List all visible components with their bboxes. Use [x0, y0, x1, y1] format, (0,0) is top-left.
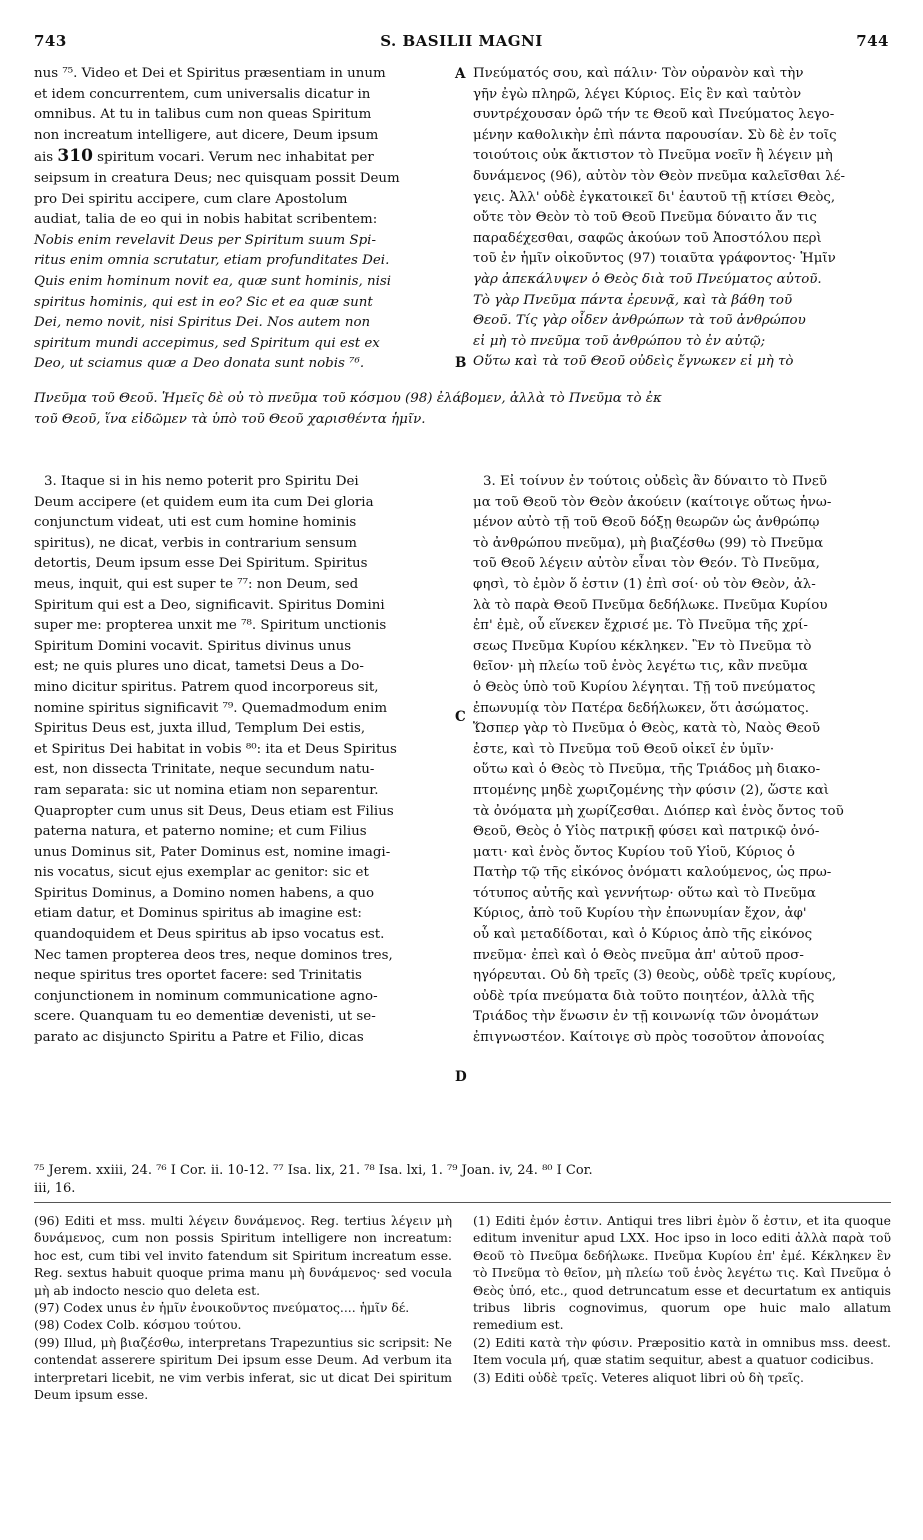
text-line: ram separata: sic ut nomina etiam non separentur.: [34, 782, 379, 798]
text-line: πτομένης μηδὲ χωριζομένης τὴν φύσιν (2), ὥστε καὶ: [473, 782, 830, 798]
text-line: super me: propterea unxit me ⁷⁸. Spiritum unctionis: [34, 618, 387, 634]
text-line: nomine spiritus significavit ⁷⁹. Quemadmodum enim: [34, 700, 388, 716]
text-line: Quapropter cum unus sit Deus, Deus etiam est Filius: [34, 803, 394, 819]
text-line: scere. Quanquam tu eo dementiæ devenisti, ut se-: [34, 1009, 376, 1025]
text-line: μένον αὐτὸ τῇ τοῦ Θεοῦ δόξῃ θεωρῶν ὡς ἀνθρώπῳ: [473, 515, 820, 531]
footnote: (98) Codex Colb. κόσμου τούτου.: [34, 1317, 242, 1333]
text-line: τοῦ Θεοῦ λέγειν αὐτὸν εἶναι τὸν Θεόν. Τὸ Πνεῦμα,: [473, 556, 820, 572]
text-line: οὔτε τὸν Θεὸν τὸ τοῦ Θεοῦ Πνεῦμα δύναιτο ἄν τις: [473, 210, 817, 226]
margin-marker-a: A: [455, 66, 466, 82]
text-line: μα τοῦ Θεοῦ τὸν Θεὸν ἀκούειν (καίτοιγε οὕτως ἡνω-: [473, 494, 832, 510]
text-line: etiam datur, et Dominus spiritus ab imagine est:: [34, 906, 362, 922]
footnote: (99) Illud, μὴ βιαζέσθω, interpretans Trapezuntius sic scripsit: Ne contendat asserere spiritum Dei ipsum esse Deum. Ad verbum ita interpretari licebit, ne vim verbis inferat, sic ut dicat Dei spiritum Deum ipsum esse.: [34, 1334, 452, 1403]
text-line: ἐπωνυμίᾳ τὸν Πατέρα δεδήλωκεν, ὅτι ἀσώματος.: [473, 700, 810, 716]
text-line: seipsum in creatura Deus; nec quisquam possit Deum: [34, 170, 400, 186]
text-line: τοῦ ἐν ἡμῖν οἰκοῦντος (97) τοιαῦτα γράφοντος· Ἡμῖν: [473, 251, 836, 267]
text-line: spiritus), ne dicat, verbis in contrarium sensum: [34, 535, 357, 551]
text-line: μένην καθολικὴν ἐπὶ πάντα παρουσίαν. Σὺ δὲ ἐν τοῖς: [473, 127, 837, 143]
text-line: Nec tamen propterea deos tres, neque dominos tres,: [34, 947, 393, 963]
text-line: Nobis enim revelavit Deus per Spiritum suum Spi-: [34, 232, 376, 248]
text-line: unus Dominus sit, Pater Dominus est, nomine imagi-: [34, 844, 391, 860]
text-line: ματι· καὶ ἑνὸς ὄντος Κυρίου τοῦ Υἱοῦ, Κύριος ὁ: [473, 844, 795, 860]
greek-column-top: [473, 64, 891, 373]
text-line: γὰρ ἀπεκάλυψεν ὁ Θεὸς διὰ τοῦ Πνεύματος αὐτοῦ.: [473, 271, 822, 287]
text-line: spiritus hominis, qui est in eo? Sic et ea quæ sunt: [34, 294, 373, 310]
reference-line: iii, 16.: [34, 1181, 76, 1196]
page-number-left: 743: [34, 32, 67, 50]
text-line: meus, inquit, qui est super te ⁷⁷: non Deum, sed: [34, 576, 359, 592]
text-line: et Spiritus Dei habitat in vobis ⁸⁰: ita et Deus Spiritus: [34, 741, 397, 757]
text-line: Τριάδος τὴν ἕνωσιν ἐν τῇ κοινωνίᾳ τῶν ὀνομάτων: [473, 1009, 819, 1025]
text-line: ἐπιγνωστέον. Καίτοιγε σὺ πρὸς τοσοῦτον ἀπονοίας: [473, 1030, 825, 1046]
footnote: (2) Editi κατὰ τὴν φύσιν. Præpositio κατὰ in omnibus mss. deest. Item vocula μή, quæ statim sequitur, abest a quatuor codicibus.: [473, 1334, 891, 1368]
text-line: ais 310 spiritum vocari. Verum nec inhabitat per: [34, 146, 374, 167]
text-line: γεις. Ἀλλ' οὐδὲ ἐγκατοικεῖ δι' ἑαυτοῦ τῇ κτίσει Θεὸς,: [473, 189, 836, 205]
text-line: συντρέχουσαν ὁρῶ τήν τε Θεοῦ καὶ Πνεύματος λεγο-: [473, 107, 835, 123]
text-line: Spiritus Deus est, juxta illud, Templum Dei estis,: [34, 721, 366, 737]
text-line: Πνεῦμα τοῦ Θεοῦ. Ἡμεῖς δὲ οὐ τὸ πνεῦμα τοῦ κόσμου (98) ἐλάβομεν, ἀλλὰ τὸ Πνεῦμα τὸ ἐκ: [34, 391, 662, 406]
margin-marker-d: D: [455, 1069, 467, 1085]
text-line: Deo, ut sciamus quæ a Deo donata sunt nobis ⁷⁶.: [34, 356, 365, 372]
text-line: φησὶ, τὸ ἐμὸν ὅ ἐστιν (1) ἐπὶ σοί· οὐ τὸν Θεὸν, ἀλ-: [473, 576, 816, 592]
reference-line: ⁷⁵ Jerem. xxiii, 24. ⁷⁶ I Cor. ii. 10-12. ⁷⁷ Isa. lix, 21. ⁷⁸ Isa. lxi, 1. ⁷⁹ Joan. iv, 24. ⁸⁰ I Cor.: [34, 1163, 593, 1178]
text-line: Θεοῦ. Τίς γὰρ οἶδεν ἀνθρώπων τὰ τοῦ ἀνθρώπου: [473, 313, 806, 329]
text-line: τοῦ Θεοῦ, ἵνα εἰδῶμεν τὰ ὑπὸ τοῦ Θεοῦ χαρισθέντα ἡμῖν.: [34, 411, 426, 427]
text-line: omnibus. At tu in talibus cum non queas Spiritum: [34, 107, 372, 123]
text-line: γῆν ἐγὼ πληρῶ, λέγει Κύριος. Εἰς ἓν καὶ ταὐτὸν: [473, 86, 802, 102]
text-line: παραδέχεσθαι, σαφῶς ἀκούων τοῦ Ἀποστόλου περὶ: [473, 230, 822, 246]
text-line: non increatum intelligere, aut dicere, Deum ipsum: [34, 127, 379, 143]
text-line: ἐστε, καὶ τὸ Πνεῦμα τοῦ Θεοῦ οἰκεῖ ἐν ὑμῖν·: [473, 741, 775, 757]
text-line: nis vocatus, sicut ejus exemplar ac genitor: sic et: [34, 865, 369, 881]
text-line: Ὥσπερ γὰρ τὸ Πνεῦμα ὁ Θεὸς, κατὰ τὸ, Ναὸς Θεοῦ: [473, 721, 820, 737]
text-line: Πατὴρ τῷ τῆς εἰκόνος ὀνόματι καλούμενος, ὡς πρω-: [473, 865, 832, 881]
text-line: nus ⁷⁵. Video et Dei et Spiritus præsentiam in unum: [34, 66, 386, 81]
text-line: εἰ μὴ τὸ πνεῦμα τοῦ ἀνθρώπου τὸ ἐν αὐτῷ;: [473, 333, 766, 349]
text-line: Οὕτω καὶ τὰ τοῦ Θεοῦ οὐδεὶς ἔγνωκεν εἰ μὴ τὸ: [473, 354, 794, 370]
text-line: Quis enim hominum novit ea, quæ sunt hominis, nisi: [34, 273, 392, 289]
latin-column-bottom: [34, 472, 454, 1049]
text-line: ὁ Θεὸς ὑπὸ τοῦ Κυρίου λέγηται. Τῇ τοῦ πνεύματος: [473, 679, 816, 695]
text-line: neque spiritus tres oportet facere: sed Trinitatis: [34, 968, 362, 984]
latin-column-top: [34, 64, 454, 375]
text-line: est, non dissecta Trinitate, neque secundum natu-: [34, 762, 375, 778]
text-line: οὗ καὶ μεταδίδοται, καὶ ὁ Κύριος ἀπὸ τῆς εἰκόνος: [473, 927, 813, 943]
text-line: οὕτω καὶ ὁ Θεὸς τὸ Πνεῦμα, τῆς Τριάδος μὴ διακο-: [473, 762, 821, 778]
greek-full-width-lines: [34, 389, 891, 430]
text-line: pro Dei spiritu accipere, cum clare Apostolum: [34, 191, 348, 207]
text-line: conjunctionem in nominum communicatione agno-: [34, 988, 378, 1004]
text-line: Πνεύματός σου, καὶ πάλιν· Τὸν οὐρανὸν καὶ τὴν: [473, 66, 804, 81]
margin-marker-b: B: [455, 355, 467, 371]
text-line: 3. Itaque si in his nemo poterit pro Spiritu Dei: [44, 474, 359, 489]
text-line: 3. Εἰ τοίνυν ἐν τούτοις οὐδεὶς ἂν δύναιτο τὸ Πνεῦ: [483, 474, 828, 489]
margin-marker-c: C: [455, 709, 466, 725]
footnote-divider: [34, 1202, 891, 1203]
footnote: (97) Codex unus ἐν ἡμῖν ἐνοικοῦντος πνεύματος.... ἡμῖν δέ.: [34, 1300, 410, 1316]
text-line: spiritum mundi accepimus, sed Spiritum qui est ex: [34, 335, 380, 351]
running-header: [34, 32, 889, 54]
text-line: est; ne quis plures uno dicat, tametsi Deus a Do-: [34, 659, 364, 675]
text-line: τοιούτοις οὐκ ἄκτιστον τὸ Πνεῦμα νοεῖν ἢ λέγειν μὴ: [473, 148, 833, 164]
text-line: Κύριος, ἀπὸ τοῦ Κυρίου τὴν ἐπωνυμίαν ἔχον, ἀφ': [473, 906, 807, 922]
text-line: Spiritus Dominus, a Domino nomen habens, a quo: [34, 885, 375, 901]
page-number-right: 744: [856, 32, 889, 50]
text-line: Τὸ γὰρ Πνεῦμα πάντα ἐρευνᾷ, καὶ τὰ βάθη τοῦ: [473, 292, 793, 308]
footnote: (96) Editi et mss. multi λέγειν δυνάμενος. Reg. tertius λέγειν μὴ δυνάμενος, cum non possis Spiritum intelligere non increatum: hoc est, cum tibi vel invito fatendum sit Spiritum increatum esse. Reg. sextus habuit quoque prima manu μὴ δυνάμενος· sed vocula μὴ ab indocto nescio quo deleta est.: [34, 1213, 452, 1298]
text-line: ritus enim omnia scrutatur, etiam profunditates Dei.: [34, 253, 390, 269]
text-line: Spiritum qui est a Deo, significavit. Spiritus Domini: [34, 597, 385, 613]
footnotes-left: [34, 1212, 452, 1403]
text-line: Θεοῦ, Θεὸς ὁ Υἱὸς πατρικῇ φύσει καὶ πατρικῷ ὀνό-: [473, 824, 820, 840]
footnote: (1) Editi ἐμόν ἐστιν. Antiqui tres libri ἐμὸν ὅ ἐστιν, et ita quoque editum invenitur apud LXX. Hoc ipso in loco editi ἀλλὰ παρὰ τοῦ Θεοῦ τὸ Πνεῦμα δεδήλωκε. Πνεῦμα Κυρίου ἐπ' ἐμέ. Κέκληκεν ἓν τὸ Πνεῦμα τὸ θεῖον, μὴ πλείω τοῦ ἑνὸς λεγέτω τις. Καὶ Πνεῦμα ὁ Θεὸς ὑπό, etc., quod detruncatum esse et decurtatum ex antiquis tribus libris cognovimus, quorum ope huic malo allatum remedium est.: [473, 1213, 891, 1333]
scripture-references: [34, 1162, 891, 1198]
text-line: τότυπος αὐτῆς καὶ γεννήτωρ· οὕτω καὶ τὸ Πνεῦμα: [473, 885, 816, 901]
running-title: S. BASILII MAGNI: [380, 32, 543, 50]
text-line: τὸ ἀνθρώπου πνεῦμα), μὴ βιαζέσθω (99) τὸ Πνεῦμα: [473, 535, 824, 551]
text-line: πνεῦμα· ἐπεὶ καὶ ὁ Θεὸς πνεῦμα ἀπ' αὐτοῦ προσ-: [473, 947, 804, 963]
text-line: οὐδὲ τρία πνεύματα διὰ τοῦτο ποιητέον, ἀλλὰ τῆς: [473, 988, 815, 1004]
text-line: τὰ ὀνόματα μὴ χωρίζεσθαι. Διόπερ καὶ ἑνὸς ὄντος τοῦ: [473, 803, 844, 819]
text-line: Deum accipere (et quidem eum ita cum Dei gloria: [34, 494, 374, 510]
text-line: λὰ τὸ παρὰ Θεοῦ Πνεῦμα δεδήλωκε. Πνεῦμα Κυρίου: [473, 597, 828, 613]
text-line: parato ac disjuncto Spiritu a Patre et Filio, dicas: [34, 1030, 364, 1046]
column-number-310: 310: [57, 146, 93, 167]
text-line: mino dicitur spiritus. Patrem quod incorporeus sit,: [34, 679, 379, 695]
text-line: θεῖον· μὴ πλείω τοῦ ἑνὸς λεγέτω τις, κἂν πνεῦμα: [473, 659, 808, 675]
text-line: ἐπ' ἐμὲ, οὗ εἵνεκεν ἔχρισέ με. Τὸ Πνεῦμα τῆς χρί-: [473, 618, 808, 634]
text-line: σεως Πνεῦμα Κυρίου κέκληκεν. Ἓν τὸ Πνεῦμα τὸ: [473, 638, 812, 654]
text-line: conjunctum videat, uti est cum homine hominis: [34, 515, 357, 531]
text-line: paterna natura, et paterno nomine; et cum Filius: [34, 824, 367, 840]
text-line: audiat, talia de eo qui in nobis habitat scribentem:: [34, 212, 378, 228]
text-line: detortis, Deum ipsum esse Dei Spiritum. Spiritus: [34, 556, 368, 572]
text-line: Dei, nemo novit, nisi Spiritus Dei. Nos autem non: [34, 315, 371, 331]
text-line: Spiritum Domini vocavit. Spiritus divinus unus: [34, 638, 352, 654]
text-line: ηγόρευται. Οὐ δὴ τρεῖς (3) θεοὺς, οὐδὲ τρεῖς κυρίους,: [473, 968, 837, 984]
text-line: quandoquidem et Deus spiritus ab ipso vocatus est.: [34, 927, 385, 943]
text-line: et idem concurrentem, cum universalis dicatur in: [34, 86, 371, 102]
footnote: (3) Editi οὐδὲ τρεῖς. Veteres aliquot libri οὐ δὴ τρεῖς.: [473, 1369, 804, 1385]
footnotes-right: [473, 1212, 891, 1386]
greek-column-bottom: [473, 472, 891, 1049]
text-line: δυνάμενος (96), αὐτὸν τὸν Θεὸν πνεῦμα καλεῖσθαι λέ-: [473, 168, 846, 184]
